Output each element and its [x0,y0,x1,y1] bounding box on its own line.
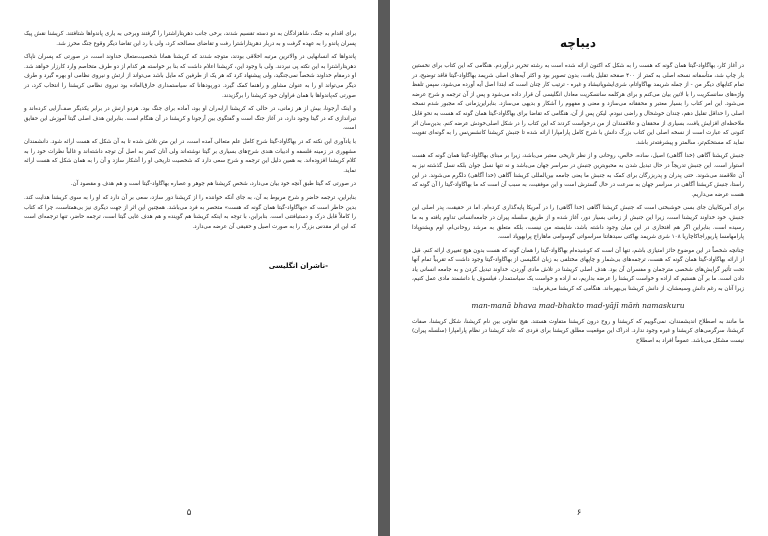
left-paragraph-3: و اینک آرجونا، بیش از هر زمانی، در حالی که کریشنا ارابه‌ران او بود، آماده برای جنگ بود. هردو ارتش در برابر یکدیگر صف‌آرایی کرده‌اند و تیراندازی که در گیتا وجود دارد، در آغاز جنگ است و گفتگوی بین آرجونا و کریشنا در آن هنگام است. بنابراین هدف اصلی گیتا آموزش این حقایق است. [24,106,356,132]
publisher-signature: -ناشران انگلیسی [268,262,328,271]
right-page-number: ۶ [576,508,582,518]
right-paragraph-1: در آغاز کار، بهاگاواد-گیتا همان گونه که هست را به شکل که اکنون ارائه شده است به رشته تحریر درآوردم. هنگامی که این کتاب برای نخستین بار چاپ شد، متأسفانه نسخه اصلی به کمتر از ۴۰۰ صفحه تقلیل یافت، بدون تصویر بود و اکثر آیه‌های اصلی شریمد بهاگاواد-گیتا فاقد توضیح، در تمام کتابهای دیگر من - از جمله شریمد بهاگاواتام، شری‌ایشوپانیشاد و غیره - ترتیب کار چنان است که ابتدا اصل آیه آورده می‌شود، سپس تلفظ واژه‌های سانسکریت را با لاتین بیان می‌کنم و برای هرکلمه سانسکریت معادل انگلیسی آن قرار داده می‌شود و پس از آن ترجمه و شرح عرضه می‌شود. این امر کتاب را بسیار معتبر و محققانه می‌سازد و معنی و مفهوم را آشکار و بدیهی می‌سازد. بنابراین‌زمانی که مجبور شدم نسخه اصلی را حداقل تقلیل دهم، چندان خوشحال و راضی نبودم. لیکن پس از آن، هنگامی که تقاضا برای بهاگاواد-گیتا همان گونه که هست به نحو قابل ملاحظه‌ای افزایش یافت، بسیاری از محققان و علاقمندان از من درخواست کردند که این کتاب را در شکل اصلی‌خودش عرضه کنم. بدین‌سان اثر کنونی که عبارت است از نسخه اصلی این کتاب بزرگ دانش با شرح کامل پارامپارا ارائه شده تا جنبش کریشنا کانشس‌نس‌ را به گونه‌ای تقویت نماید که مستحکم‌تر، سالمتر و پیشرفته‌تر باشد. [412,63,744,146]
left-paragraph-6: بنابراین، ترجمه حاضر و شرح مربوط به آن، به جای آنکه خواننده را از کریشنا دور سازد، سعی بر آن دارد که او را به سوی کریشنا هدایت کند. بدین خاطر است که «بهاگاواد-گیتا همان گونه که هست» متحصر به فرد می‌باشد. همچنین این اثر از جهت دیگری نیز بی‌همتاست، چرا که کتاب را کاملاً قابل درک و دستیافتنی است. بنابراین، با توجه به اینکه کریشنا هم گوینده و هم هدف غایی گیتا است، ترجمه حاضر، تنها ترجمه‌ای است که این اثر مقدس بزرگ را به صورت اصیل و حقیقی آن عرضه می‌دارد. [24,194,356,230]
preface-heading: دیباچه [560,36,596,50]
left-page-number: ۵ [186,508,192,518]
sanskrit-transliteration: man-manā bhava mad-bhakto mad-yājī māṁ namaskuru [471,300,685,310]
left-paragraph-4: با یادآوری این نکته که در بهاگاواد-گیتا شرح کامل علم متعالی آمده است، در این متن تلاش شده تا به آن شکل که هست ارائه شود. دانشمندان مشهوری در زمینه فلسفه و ادبیات هندی شرح‌های بسیاری بر گیتا نوشته‌اند ولی آنان کمتر به اصل آن توجه داشته‌اند و غالباً نظرات خود را به کلام کریشنا افزوده‌اند. به همین دلیل این ترجمه و شرح سعی دارد که شخصیت تاریخی او را آشکار سازد و آن را به همان شکل که هست ارائه نماید. [24,138,356,174]
left-page [0,0,378,536]
right-paragraph-2: جنبش کریشنا آگاهی (خدا آگاهی) اصیل، ساده، خالص، روحانی و از نظر تاریخی معتبر می‌باشد، زیرا بر مبنای بهاگاواد-گیتا همان گونه که هست استوار است. این جنبش تدریجاً در حال تبدیل شدن به محبوبترین جنبش در سراسر جهان می‌باشد و نه تنها نسل جوان بلکه نسل گذشته نیز به آن علاقمند می‌شوند. حتی پدران و پدربزرگان برای کمک به جنبش ما یعنی جامعه بین‌المللی کریشنا آگاهی (خدا آگاهی) دلگرم می‌شوند. در این راستا، جنبش کریشنا آگاهی در سراسر جهان به سرعت در حال گسترش است و این موفقیت، به سبب آن است که ما بهاگاواد-گیتا را آن گونه که هست عرضه می‌داریم. [412,153,744,198]
right-paragraph-3: برای آمریکاییان جای بسی خوشبختی است که جنبش کریشنا آگاهی (خدا آگاهی) را در آمریکا پایه‌گذاری کرده‌ام. اما در حقیقت، پدر اصلی این جنبش، خود خداوند کریشنا است، زیرا این جنبش از زمانی بسیار دور، آغاز شده و از طریق سلسله پیران در جامعه‌انسانی تداوم یافته و به ما رسیده است. بنابراین اگر هم افتخاری در این میان وجود داشته باشد، شایسته من نیست، بلکه متعلق به مرشد روحانی‌ام، اوم ویشنوپادا پارامهامسا پاریوراجاکاچاریا ۱۰۸ شری شریمد بهاکتی سیدهانتا سراسواتی گوسوامی ماهاراج پرابهوپاد است. [412,205,744,241]
left-paragraph-2: پاندواها که انسانهایی در والاترین مرتبه اخلاقی بودند، متوجه شدند که کریشنا همانا شخصیت‌متعال خداوند است، در صورتی که پسران ناپاک دهریتاراشترا به این نکته پی نبردند. ولی با وجود این، کریشنا اعلام داشت که بنا بر خواسته هر کدام از دو طرف متخاصم وارد کارزار خواهد شد. او درمقام خداوند شخصاً نمی‌جنگید، ولی پیشنهاد کرد که هر یک از طرفین که مایل باشد می‌تواند از ارتش و نیروی نظامی او بهره گیرد و طرف دیگر می‌تواند او را به عنوان مشاور و راهنما کمک گیرد. دوریودهانا که سیاستمداری خارق‌العاده بود نیروی نظامی کریشنا را انتخاب کرد، در صورتی که‌پاندواها با همان فراوان خود کریشنا را برگزیدند. [24,54,356,99]
right-paragraph-4: چنانچه شخصاً در این موضوع حائز امتیازی باشم، تنها آن است که کوشیده‌ام بهاگاواد-گیتا را همان گونه که هست بدون هیچ تغییری ارائه کنم. قبل از ارائه بهاگاواد-گیتا همان گونه که هست، ترجمه‌های بی‌شمار و چاپهای مختلفی به زبان انگلیسی از بهاگاواد-گیتا وجود داشت که تقریباً تمام آنها تحت تأثیر گرایش‌های شخصی مترجمان و مفسران آن بود. هدف اصلی کریشنا در تلاش مادی آوردن، خداوند تبدیل کردن و به جامعه انسانی یاد دادن است. ما بر آن هستیم که اراده و خواست کریشنا را عرضه بداریم، نه اراده و خواست یک سیاستمدار، فیلسوف یا دانشمند مادی عمل کنیم، زیرا آنان به رغم دانش وسیعشان، از دانش کریشنا بی‌بهره‌اند. هنگامی که کریشنا می‌فرماید: [412,247,744,293]
left-paragraph-5: در صورتی که گیتا طبق آنچه خود بیان می‌دارد، شخص کریشنا هم جوهر و عصاره بهاگاواد-گیتا است و هم هدف و مقصود آن. [70,181,356,188]
left-paragraph-1: برای اقدام به جنگ، شاهزادگان به دو دسته تقسیم شدند، برخی جانب دهریتاراشترا را گرفتند وبرخی به یاری پاندواها شتافتند. کریشنا نقش پیک پسران پاندو را به عهده گرفت و به دربار دهریتاراشترا رفت و تقاضای مصالحه کرد، ولی با رد این تقاضا دیگر وقوع جنگ محرز شد. [24,31,356,47]
right-page [390,0,768,536]
right-closing-paragraph: ما مانند به اصطلاح اندیشمندان، نمی‌گوییم که کریشنا و روح درون کریشنا متفاوت هستند. هیچ تفاوتی بین نام کریشنا، شکل کریشنا، صفات کریشنا، سرگرمی‌های کریشنا و غیره وجود ندارد. ادراک این موقعیت مطلق کریشنا برای فردی که عابد کریشنا در نظام پارامپارا (سلسله پیران) نیست مشکل می‌باشد. عموماً افراد به اصطلاح [412,318,744,344]
